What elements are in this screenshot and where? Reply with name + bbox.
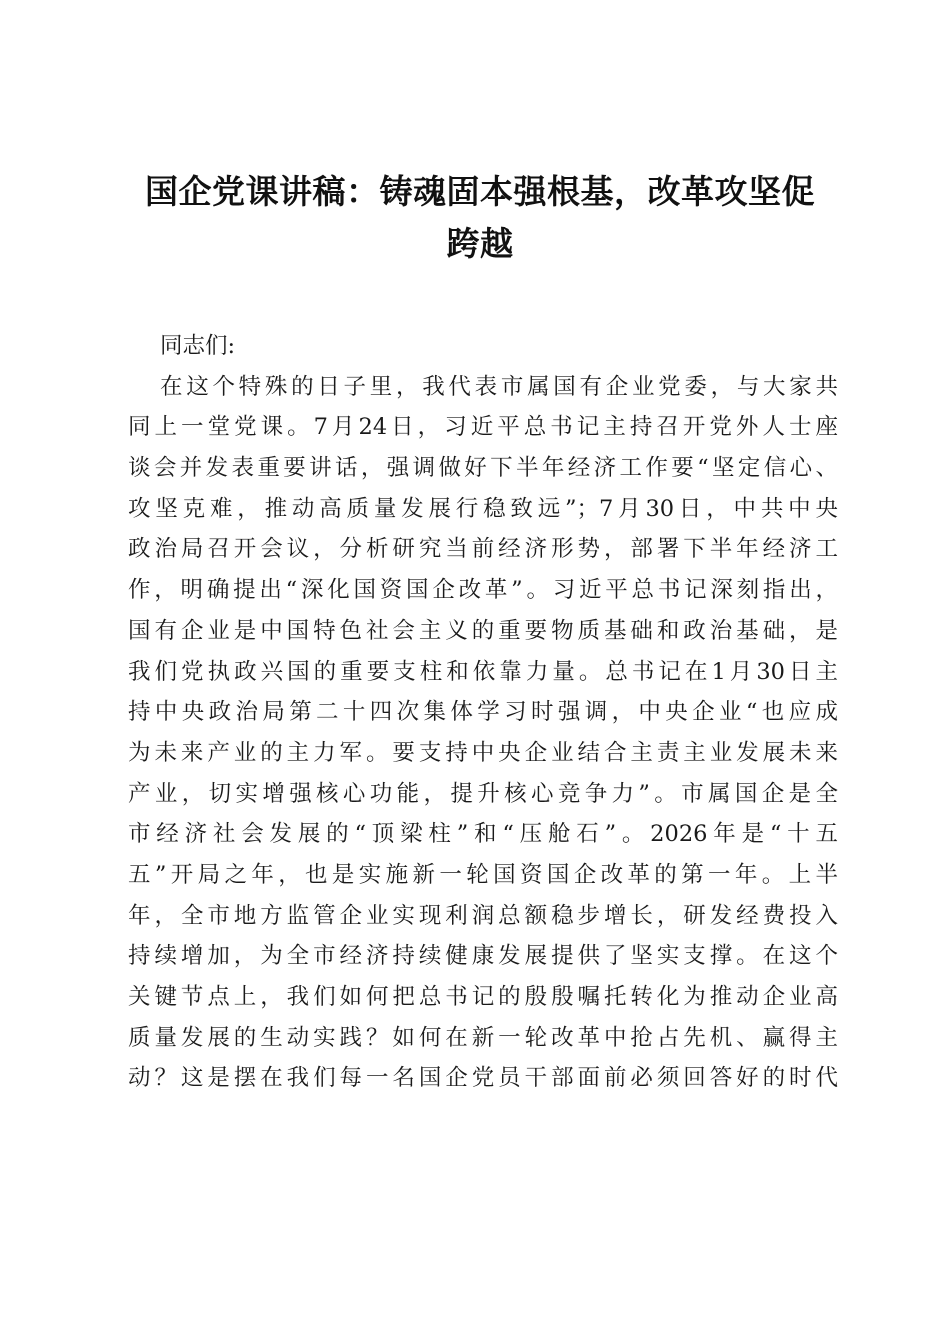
paragraph-line: 持中央政治局第二十四次集体学习时强调，中央企业“也应成 xyxy=(128,699,838,726)
paragraph-line: 在这个特殊的日子里，我代表市属国有企业党委，与大家共 xyxy=(160,373,838,400)
paragraph-line: 政治局召开会议，分析研究当前经济形势，部署下半年经济工 xyxy=(128,536,838,563)
paragraph-line: 五”开局之年，也是实施新一轮国资国企改革的第一年。上半 xyxy=(128,861,838,888)
document-title xyxy=(120,166,840,270)
title-line-2: 跨越 xyxy=(446,224,514,263)
paragraph-line: 为未来产业的主力军。要支持中央企业结合主责主业发展未来 xyxy=(128,739,838,766)
paragraph-line: 产业，切实增强核心功能，提升核心竞争力”。市属国企是全 xyxy=(128,780,838,807)
paragraph-line: 关键节点上，我们如何把总书记的殷殷嘱托转化为推动企业高 xyxy=(128,984,838,1010)
paragraph-line: 市经济社会发展的“顶梁柱”和“压舱石”。2026年是“十五 xyxy=(128,821,838,848)
paragraph-line: 动？这是摆在我们每一名国企党员干部面前必须回答好的时代 xyxy=(128,1065,838,1092)
paragraph-line: 年，全市地方监管企业实现利润总额稳步增长，研发经费投入 xyxy=(128,902,838,929)
paragraph-line: 同上一堂党课。7月24日，习近平总书记主持召开党外人士座 xyxy=(128,414,838,441)
paragraph-line: 国有企业是中国特色社会主义的重要物质基础和政治基础，是 xyxy=(128,617,838,644)
paragraph-line: 作，明确提出“深化国资国企改革”。习近平总书记深刻指出， xyxy=(128,577,838,604)
paragraph-line: 我们党执政兴国的重要支柱和依靠力量。总书记在1月30日主 xyxy=(128,658,838,685)
salutation: 同志们: xyxy=(160,333,236,359)
paragraph-line: 攻坚克难，推动高质量发展行稳致远”；7月30日，中共中央 xyxy=(128,495,838,522)
paragraph-line: 持续增加，为全市经济持续健康发展提供了坚实支撑。在这个 xyxy=(128,943,838,970)
paragraph-line: 谈会并发表重要讲话，强调做好下半年经济工作要“坚定信心、 xyxy=(128,455,838,482)
title-line-1: 国企党课讲稿：铸魂固本强根基，改革攻坚促 xyxy=(145,172,815,211)
paragraph-line: 质量发展的生动实践？如何在新一轮改革中抢占先机、赢得主 xyxy=(128,1024,838,1051)
document-body xyxy=(128,326,838,1099)
